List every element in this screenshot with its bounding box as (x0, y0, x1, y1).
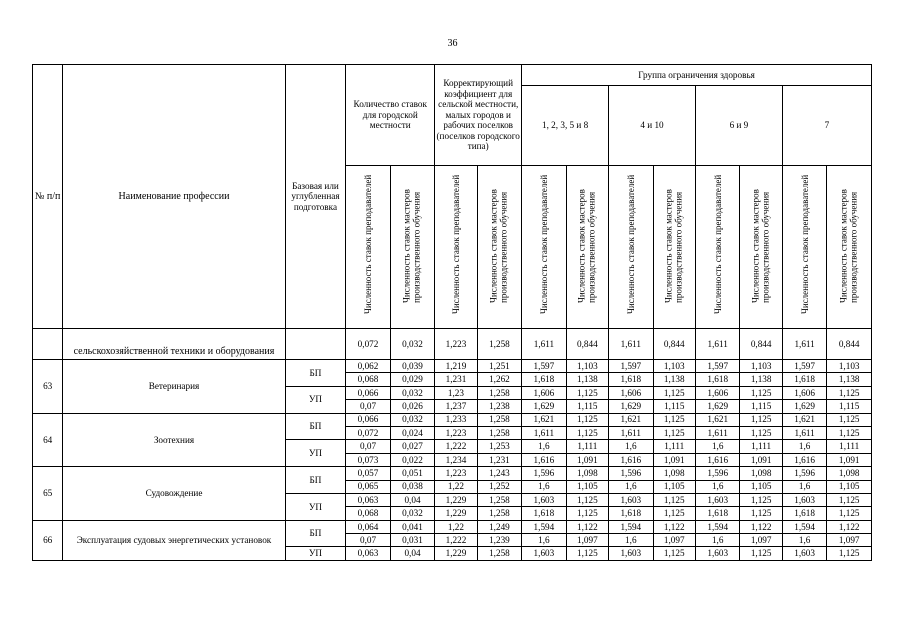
profession-name: Эксплуатация судовых энергетических установок (63, 520, 285, 560)
table-cell: 1,237 (435, 400, 477, 413)
table-cell: 1,616 (609, 453, 653, 466)
vertical-header-wrap (827, 166, 871, 328)
table-cell: 1,23 (435, 386, 477, 399)
cell-basic (285, 329, 346, 360)
table-cell: 1,103 (827, 360, 872, 373)
vertical-header-text: Численность ставок мастеров производственного обучения (577, 189, 598, 304)
vertical-header-wrap (435, 166, 476, 328)
table-cell: 1,125 (827, 493, 872, 506)
table-cell: 1,603 (609, 547, 653, 560)
table-cell: 1,597 (695, 360, 739, 373)
header-teachers-col (609, 166, 653, 329)
header-coef: Корректирующий коэффициент для сельской местности, малых городов и рабочих поселков (поселков городского типа) (435, 65, 522, 166)
table-cell: 0,029 (390, 373, 434, 386)
table-cell: 0,07 (346, 440, 390, 453)
table-cell: 1,596 (609, 467, 653, 480)
table-cell: 0,844 (653, 329, 695, 360)
table-cell: 0,065 (346, 480, 390, 493)
vertical-header-wrap (567, 166, 608, 328)
table-cell: 1,597 (609, 360, 653, 373)
table-cell: 1,219 (435, 360, 477, 373)
table-cell: 1,616 (695, 453, 739, 466)
table-cell: 1,603 (609, 493, 653, 506)
table-cell: 1,618 (609, 507, 653, 520)
table-cell: 1,594 (695, 520, 739, 533)
table-cell: 1,125 (566, 507, 608, 520)
table-cell: 0,063 (346, 493, 390, 506)
table-cell: 1,6 (782, 440, 826, 453)
training-level: БП (285, 467, 346, 494)
table-cell: 1,091 (566, 453, 608, 466)
table-cell: 1,603 (782, 547, 826, 560)
table-cell: 1,6 (695, 440, 739, 453)
table-cell: 1,122 (566, 520, 608, 533)
table-cell: 1,618 (522, 373, 566, 386)
table-cell: 1,616 (522, 453, 566, 466)
staffing-table (32, 64, 872, 561)
table-cell: 1,098 (653, 467, 695, 480)
table-cell: 1,125 (827, 413, 872, 426)
header-group-2: 4 и 10 (609, 86, 696, 166)
table-cell: 1,105 (653, 480, 695, 493)
table-cell: 1,611 (695, 426, 739, 439)
table-cell: 1,606 (522, 386, 566, 399)
table-row (33, 413, 872, 426)
vertical-header-wrap (478, 166, 521, 328)
table-cell: 1,111 (827, 440, 872, 453)
vertical-header-text: Численность ставок преподавателей (799, 174, 810, 314)
table-cell: 1,138 (653, 373, 695, 386)
table-cell: 1,091 (740, 453, 782, 466)
table-cell: 0,844 (566, 329, 608, 360)
table-cell: 1,125 (740, 426, 782, 439)
table-cell: 1,138 (566, 373, 608, 386)
table-cell: 1,594 (782, 520, 826, 533)
header-masters-col (390, 166, 434, 329)
training-level: УП (285, 440, 346, 467)
table-cell: 1,125 (653, 547, 695, 560)
vertical-header-wrap (696, 166, 739, 328)
table-cell: 1,105 (740, 480, 782, 493)
table-cell: 1,238 (477, 400, 521, 413)
table-cell: 1,115 (566, 400, 608, 413)
table-cell: 1,611 (609, 329, 653, 360)
table-cell: 1,616 (782, 453, 826, 466)
table-cell: 1,239 (477, 534, 521, 547)
table-cell: 0,066 (346, 413, 390, 426)
vertical-header-text: Численность ставок преподавателей (712, 174, 723, 314)
table-cell: 1,258 (477, 547, 521, 560)
table-cell: 1,229 (435, 507, 477, 520)
table-cell: 1,125 (566, 426, 608, 439)
vertical-header-text: Численность ставок мастеров производственного обучения (489, 189, 510, 304)
table-cell: 1,097 (827, 534, 872, 547)
profession-number: 65 (33, 467, 63, 521)
table-cell: 1,125 (740, 507, 782, 520)
table-cell: 1,597 (522, 360, 566, 373)
table-cell: 1,6 (522, 534, 566, 547)
continuation-profession-name: сельскохозяйственной техники и оборудования (63, 329, 285, 360)
vertical-header-wrap (740, 166, 781, 328)
table-cell: 0,041 (390, 520, 434, 533)
table-cell: 1,618 (695, 507, 739, 520)
header-group-1: 1, 2, 3, 5 и 8 (522, 86, 609, 166)
table-cell: 0,068 (346, 373, 390, 386)
header-group-3: 6 и 9 (695, 86, 782, 166)
table-cell: 1,125 (653, 426, 695, 439)
table-cell: 1,6 (522, 480, 566, 493)
table-cell: 1,6 (782, 534, 826, 547)
table-cell: 1,243 (477, 467, 521, 480)
header-masters-col (740, 166, 782, 329)
table-cell: 1,606 (782, 386, 826, 399)
table-cell: 1,125 (827, 386, 872, 399)
vertical-header-wrap (654, 166, 695, 328)
table-cell: 1,229 (435, 547, 477, 560)
vertical-header-text: Численность ставок мастеров производственного обучения (750, 189, 772, 304)
profession-number: 63 (33, 360, 63, 414)
table-cell: 0,04 (390, 547, 434, 560)
table-cell: 0,038 (390, 480, 434, 493)
table-cell: 1,6 (609, 440, 653, 453)
table-cell: 1,618 (695, 373, 739, 386)
table-cell: 1,606 (609, 386, 653, 399)
table-cell: 1,6 (695, 480, 739, 493)
training-level: БП (285, 360, 346, 387)
table-cell: 0,844 (827, 329, 872, 360)
table-cell: 1,223 (435, 426, 477, 439)
header-masters-col (653, 166, 695, 329)
table-cell: 1,621 (782, 413, 826, 426)
table-cell: 1,262 (477, 373, 521, 386)
header-teachers-col (782, 166, 826, 329)
table-cell: 1,125 (653, 413, 695, 426)
table-cell: 1,6 (695, 534, 739, 547)
table-cell: 1,105 (827, 480, 872, 493)
table-cell: 1,125 (566, 493, 608, 506)
table-cell: 1,6 (782, 480, 826, 493)
table-row (33, 467, 872, 480)
header-row-1 (33, 65, 872, 86)
header-teachers-col (695, 166, 739, 329)
training-level: БП (285, 413, 346, 440)
table-cell: 1,122 (740, 520, 782, 533)
table-cell: 1,103 (740, 360, 782, 373)
table-cell: 1,111 (740, 440, 782, 453)
table-cell: 1,629 (695, 400, 739, 413)
table-cell: 1,596 (782, 467, 826, 480)
vertical-header-wrap (346, 166, 389, 328)
table-cell: 0,039 (390, 360, 434, 373)
table-cell: 1,125 (566, 386, 608, 399)
vertical-header-text: Численность ставок мастеров производственного обучения (663, 189, 685, 304)
table-cell: 1,223 (435, 467, 477, 480)
table-cell: 1,611 (609, 426, 653, 439)
table-cell: 1,111 (653, 440, 695, 453)
table-cell: 1,222 (435, 534, 477, 547)
training-level: УП (285, 547, 346, 560)
table-cell: 1,125 (653, 493, 695, 506)
table-cell: 1,603 (695, 547, 739, 560)
table-cell: 0,072 (346, 329, 390, 360)
table-row (33, 360, 872, 373)
table-cell: 1,138 (827, 373, 872, 386)
table-cell: 1,125 (740, 547, 782, 560)
table-cell: 1,125 (827, 426, 872, 439)
table-cell: 1,603 (522, 493, 566, 506)
table-cell: 1,22 (435, 520, 477, 533)
table-cell: 1,618 (522, 507, 566, 520)
table-cell: 1,603 (695, 493, 739, 506)
vertical-header-wrap (783, 166, 826, 328)
table-cell: 1,091 (653, 453, 695, 466)
profession-name: Ветеринария (63, 360, 285, 414)
header-num: № п/п (33, 65, 63, 329)
table-cell: 1,611 (522, 426, 566, 439)
table-cell: 1,125 (566, 547, 608, 560)
header-profession: Наименование профессии (63, 65, 285, 329)
table-cell: 1,603 (782, 493, 826, 506)
table-cell: 1,606 (695, 386, 739, 399)
table-cell: 1,611 (782, 426, 826, 439)
table-cell: 1,138 (740, 373, 782, 386)
table-cell: 1,618 (609, 373, 653, 386)
header-masters-col (827, 166, 872, 329)
table-cell: 1,115 (740, 400, 782, 413)
table-cell: 1,098 (740, 467, 782, 480)
table-cell: 1,125 (827, 507, 872, 520)
table-cell: 1,629 (609, 400, 653, 413)
vertical-header-text: Численность ставок преподавателей (450, 174, 461, 314)
table-cell: 0,04 (390, 493, 434, 506)
table-cell: 1,105 (566, 480, 608, 493)
page-number: 36 (447, 38, 458, 49)
table-cell: 0,07 (346, 400, 390, 413)
table-cell: 0,032 (390, 386, 434, 399)
table-row (33, 520, 872, 533)
training-level: УП (285, 386, 346, 413)
header-masters-col (566, 166, 608, 329)
header-teachers-col (435, 166, 477, 329)
vertical-header-wrap (391, 166, 434, 328)
table-cell: 0,024 (390, 426, 434, 439)
table-cell: 1,258 (477, 329, 521, 360)
table-cell: 1,258 (477, 426, 521, 439)
table-cell: 1,258 (477, 493, 521, 506)
table-cell: 0,066 (346, 386, 390, 399)
table-cell: 1,22 (435, 480, 477, 493)
continuation-row (33, 329, 872, 360)
table-cell: 0,063 (346, 547, 390, 560)
table-cell: 1,125 (653, 507, 695, 520)
table-cell: 0,032 (390, 329, 434, 360)
table-cell: 0,057 (346, 467, 390, 480)
table-cell: 0,072 (346, 426, 390, 439)
table-cell: 1,629 (522, 400, 566, 413)
table-cell: 1,596 (695, 467, 739, 480)
table-cell: 1,103 (566, 360, 608, 373)
table-cell: 1,122 (827, 520, 872, 533)
table-cell: 1,252 (477, 480, 521, 493)
table-cell: 1,125 (566, 413, 608, 426)
table-cell: 1,6 (522, 440, 566, 453)
header-group-4: 7 (782, 86, 871, 166)
table-cell: 1,594 (522, 520, 566, 533)
table-cell: 0,073 (346, 453, 390, 466)
table-cell: 1,122 (653, 520, 695, 533)
table-cell: 1,611 (695, 329, 739, 360)
table-cell: 1,233 (435, 413, 477, 426)
vertical-header-text: Численность ставок преподавателей (538, 174, 549, 314)
table-cell: 1,231 (435, 373, 477, 386)
table-cell: 1,621 (695, 413, 739, 426)
table-cell: 1,125 (740, 493, 782, 506)
vertical-header-wrap (609, 166, 652, 328)
vertical-header-text: Численность ставок преподавателей (625, 174, 636, 314)
table-cell: 1,097 (740, 534, 782, 547)
header-teachers-col (522, 166, 566, 329)
table-cell: 1,629 (782, 400, 826, 413)
table-cell: 1,125 (740, 413, 782, 426)
table-cell: 1,611 (782, 329, 826, 360)
header-masters-col (477, 166, 521, 329)
vertical-header-wrap (522, 166, 565, 328)
table-cell: 0,032 (390, 413, 434, 426)
table-cell: 1,091 (827, 453, 872, 466)
vertical-header-text: Численность ставок мастеров производственного обучения (838, 189, 860, 304)
table-cell: 1,621 (522, 413, 566, 426)
table-cell: 1,597 (782, 360, 826, 373)
table-cell: 1,231 (477, 453, 521, 466)
table-cell: 0,022 (390, 453, 434, 466)
table-cell: 1,249 (477, 520, 521, 533)
cell-num (33, 329, 63, 360)
table-cell: 1,103 (653, 360, 695, 373)
table-cell: 1,125 (740, 386, 782, 399)
table-cell: 0,026 (390, 400, 434, 413)
table-cell: 0,068 (346, 507, 390, 520)
profession-name: Зоотехния (63, 413, 285, 467)
table-cell: 1,596 (522, 467, 566, 480)
table-cell: 0,031 (390, 534, 434, 547)
header-urban: Количество ставок для городской местности (346, 65, 435, 166)
header-teachers-col (346, 166, 390, 329)
table-cell: 1,115 (653, 400, 695, 413)
table-cell: 1,223 (435, 329, 477, 360)
table-cell: 1,594 (609, 520, 653, 533)
table-cell: 1,618 (782, 373, 826, 386)
table-cell: 1,258 (477, 413, 521, 426)
table-cell: 1,6 (609, 480, 653, 493)
training-level: БП (285, 520, 346, 547)
table-cell: 1,111 (566, 440, 608, 453)
table-cell: 1,097 (653, 534, 695, 547)
header-basic: Базовая или углубленная подготовка (285, 65, 346, 329)
vertical-header-text: Численность ставок мастеров производственного обучения (402, 189, 423, 304)
header-health-group: Группа ограничения здоровья (522, 65, 872, 86)
table-cell: 1,098 (566, 467, 608, 480)
table-cell: 1,258 (477, 386, 521, 399)
table-cell: 0,062 (346, 360, 390, 373)
profession-number: 64 (33, 413, 63, 467)
table-cell: 0,027 (390, 440, 434, 453)
vertical-header-text: Численность ставок преподавателей (362, 174, 373, 314)
table-cell: 0,844 (740, 329, 782, 360)
table-cell: 1,098 (827, 467, 872, 480)
table-cell: 1,222 (435, 440, 477, 453)
table-cell: 0,064 (346, 520, 390, 533)
table-cell: 0,032 (390, 507, 434, 520)
table-cell: 0,07 (346, 534, 390, 547)
table-cell: 1,125 (827, 547, 872, 560)
table-cell: 1,258 (477, 507, 521, 520)
table-cell: 1,234 (435, 453, 477, 466)
training-level: УП (285, 493, 346, 520)
table-cell: 1,115 (827, 400, 872, 413)
profession-number: 66 (33, 520, 63, 560)
table-cell: 1,125 (653, 386, 695, 399)
table-cell: 1,621 (609, 413, 653, 426)
table-cell: 1,611 (522, 329, 566, 360)
table-cell: 0,051 (390, 467, 434, 480)
table-cell: 1,6 (609, 534, 653, 547)
table-cell: 1,097 (566, 534, 608, 547)
table-cell: 1,229 (435, 493, 477, 506)
table-cell: 1,253 (477, 440, 521, 453)
table-cell: 1,603 (522, 547, 566, 560)
table-cell: 1,618 (782, 507, 826, 520)
profession-name: Судовождение (63, 467, 285, 521)
table-cell: 1,251 (477, 360, 521, 373)
